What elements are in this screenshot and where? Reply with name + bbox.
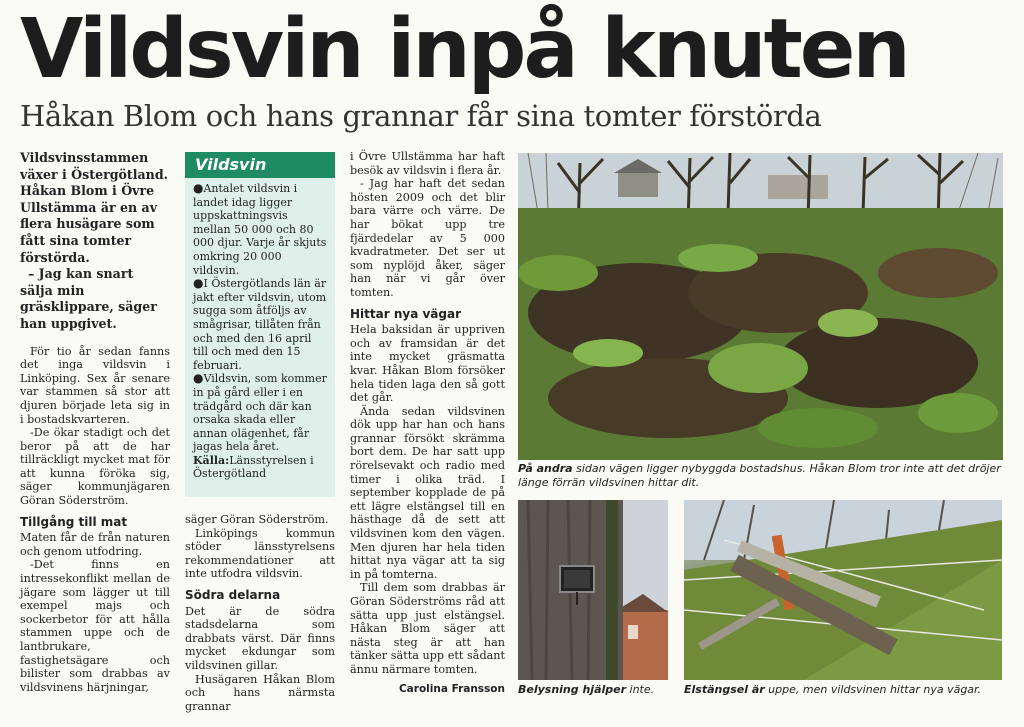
body-paragraph: Till dem som drabbas är Göran Söderströms råd att sätta upp just elstängsel. Håkan Blom säger att nästa steg är att han tänker sätta upp ett sådant ännu närmare tomten. xyxy=(350,581,505,676)
photo-caption xyxy=(684,683,1004,697)
article-column-2 xyxy=(185,513,335,713)
subheadline: Håkan Blom och hans grannar får sina tomter förstörda xyxy=(20,99,822,133)
body-paragraph: säger Göran Söderström. xyxy=(185,513,329,526)
body-paragraph: -De ökar stadigt och det beror på att de har tillräckligt mycket mat för att kunna föröka sig, säger kommunjägaren Göran Söderström. xyxy=(20,426,170,508)
bullet-icon: ● xyxy=(193,276,204,291)
body-paragraph: Ända sedan vildsvinen dök upp har han och hans grannar försökt skrämma bort dem. De har satt upp rörelsevakt och radio med timer i olika träd. I september kopplade de på ett lägre elstängsel till en hästhage då de sett att vildsvinen kom den vägen. Men djuren har hela tiden hittat nya vägar att ta sig in på tomterna. xyxy=(350,404,505,581)
section-heading: Södra delarna xyxy=(185,587,281,602)
section-heading: Tillgång till mat xyxy=(20,514,128,529)
fact-item: Vildsvin, som kommer in på gård eller i en trädgård och där kan orsaka skada eller annan olägenhet, får jagas hela året. xyxy=(193,372,327,454)
lead-paragraph xyxy=(20,150,170,333)
caption-text: sidan vägen ligger nybyggda bostadshus. Håkan Blom tror inte att det dröjer länge förrän vildsvinen hittar dit. xyxy=(518,462,1001,489)
article-column-3 xyxy=(350,150,505,696)
body-paragraph: -Det finns en intressekonflikt mellan de jägare som lägger ut till exempel majs och sockerbetor för att hålla stammen uppe och de lantbrukare, fastighetsägare och bilister som drabbas av vildsvinens härjningar, xyxy=(20,558,170,694)
caption-lead: På andra xyxy=(518,462,573,475)
photo-electric-fence xyxy=(684,500,1002,680)
lawn-illustration xyxy=(518,153,1003,460)
fact-box xyxy=(185,152,335,497)
article-column-1 xyxy=(20,150,170,694)
fact-box-title: Vildsvin xyxy=(185,152,335,178)
body-paragraph: i Övre Ullstämma har haft besök av vildsvin i flera år. xyxy=(350,150,505,177)
caption-text: inte. xyxy=(626,683,655,696)
source-text: Länsstyrelsen i Östergötland xyxy=(193,453,314,481)
fence-illustration xyxy=(684,500,1002,680)
photo-caption xyxy=(518,462,1003,490)
photo-tree-lamp xyxy=(518,500,668,680)
caption-lead: Elstängsel är xyxy=(684,683,765,696)
headline: Vildsvin inpå knuten xyxy=(20,2,908,97)
section-heading: Hittar nya vägar xyxy=(350,306,461,321)
caption-text: uppe, men vildsvinen hittar nya vägar. xyxy=(764,683,982,696)
body-paragraph: Linköpings kommun stöder länsstyrelsens rekommendationer att inte utfodra vildsvin. xyxy=(185,526,335,581)
fact-item: I Östergötlands län är jakt efter vildsvin, utom sugga som åtföljs av smågrisar, tillåten från och med den 16 april till och med den 15 februari. xyxy=(193,277,327,372)
source-label: Källa: xyxy=(193,453,230,467)
body-paragraph: Maten får de från naturen och genom utfodring. xyxy=(20,531,170,558)
photo-uprooted-lawn xyxy=(518,153,1003,460)
lead-quote: – Jag kan snart sälja min gräsklippare, säger han uppgivet. xyxy=(20,266,157,331)
body-paragraph: - Jag har haft det sedan hösten 2009 och det blir bara värre och värre. De har bökat upp tre fjärdedelar av 5 000 kvadratmeter. Det ser ut som nyplöjd åker, säger han när vi går över tomten. xyxy=(350,177,505,299)
tree-lamp-illustration xyxy=(518,500,668,680)
body-paragraph: För tio år sedan fanns det inga vildsvin i Linköping. Sex år senare var stammen så stor att djuren började leta sig in i bostadskvarteren. xyxy=(20,344,170,426)
byline: Carolina Fransson xyxy=(398,682,505,695)
body-paragraph: Det är de södra stadsdelarna som drabbats värst. Där finns mycket ekdungar som vildsvinen gillar. xyxy=(185,604,335,672)
lead-intro: Vildsvinsstammen växer i Östergötland. Håkan Blom i Övre Ullstämma är en av flera husägare som fått sina tomter förstörda. xyxy=(20,150,169,265)
bullet-icon: ● xyxy=(193,181,204,195)
fact-item: Antalet vildsvin i landet idag ligger uppskattningsvis mellan 50 000 och 80 000 djur. Varje år skjuts omkring 20 000 vildsvin. xyxy=(193,182,327,277)
body-paragraph: Husägaren Håkan Blom och hans närmsta grannar xyxy=(185,672,335,713)
photo-caption xyxy=(518,683,678,697)
bullet-icon: ● xyxy=(193,371,204,386)
caption-lead: Belysning hjälper xyxy=(518,683,627,696)
body-paragraph: Hela baksidan är uppriven och av framsidan är det inte mycket gräsmatta kvar. Håkan Blom försöker hela tiden laga den så gott det går. xyxy=(350,323,505,405)
